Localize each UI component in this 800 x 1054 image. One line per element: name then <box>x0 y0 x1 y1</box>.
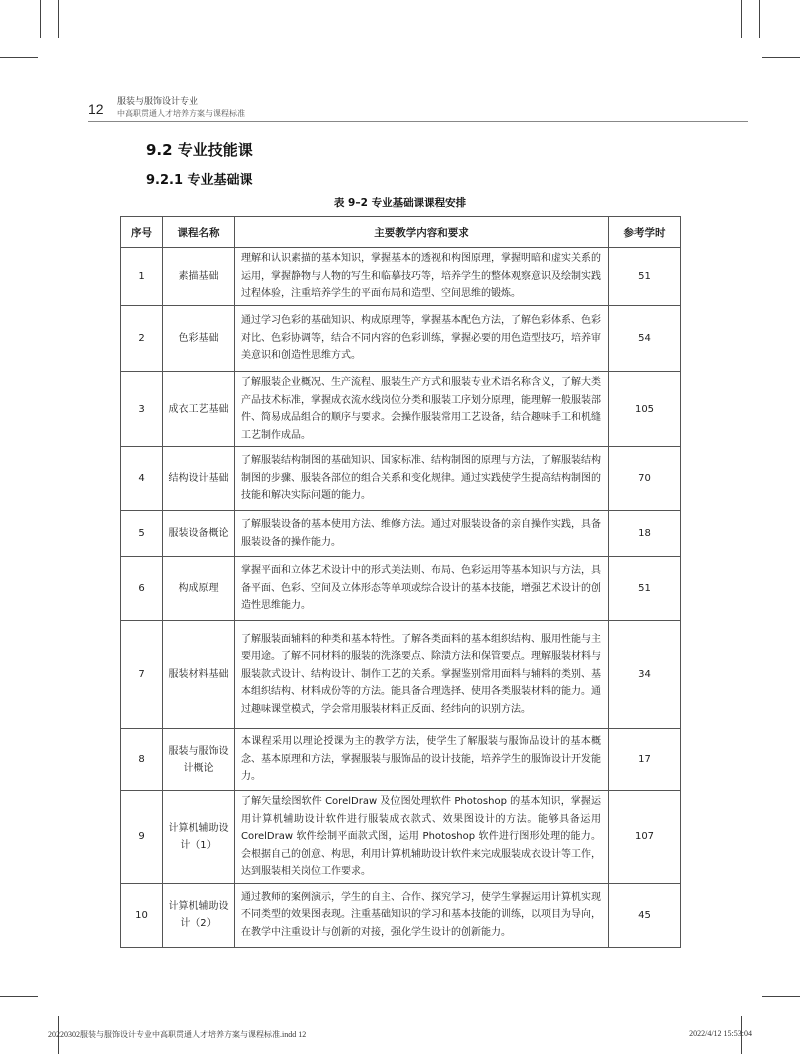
course-hours: 51 <box>609 557 681 621</box>
table-row <box>121 729 681 791</box>
table-row <box>121 791 681 884</box>
course-content: 掌握平面和立体艺术设计中的形式美法则、布局、色彩运用等基本知识与方法，具备平面、色彩、空间及立体形态等单项或综合设计的基本技能，增强艺术设计的创造性思维能力。 <box>235 557 609 621</box>
course-content: 了解矢量绘图软件 CorelDraw 及位图处理软件 Photoshop 的基本知识，掌握运用计算机辅助设计软件进行服装成衣款式、效果图设计的方法。能够具备运用 CorelDraw 软件绘制平面款式图，运用 Photoshop 软件进行图形处理的能力。会根据自己的创意、构思，利用计算机辅助设计软件来完成服装成衣设计等工作，达到服装相关岗位工作要求。 <box>235 791 609 884</box>
column-header-name: 课程名称 <box>163 217 235 248</box>
course-content: 了解服装设备的基本使用方法、维修方法。通过对服装设备的亲自操作实践，具备服装设备的操作能力。 <box>235 511 609 557</box>
course-name: 服装设备概论 <box>163 511 235 557</box>
column-header-hours: 参考学时 <box>609 217 681 248</box>
course-content: 了解服装面辅料的种类和基本特性。了解各类面料的基本组织结构、服用性能与主要用途。了解不同材料的服装的洗涤要点、除渍方法和保管要点。理解服装材料与服装款式设计、结构设计、制作工艺的关系。掌握鉴别常用面料与辅料的类别、基本组织结构、材料成份等的方法。能具备合理选择、使用各类服装材料的能力。通过趣味课堂模式，学会常用服装材料正反面、经纬向的识别方法。 <box>235 621 609 729</box>
course-hours: 34 <box>609 621 681 729</box>
course-content: 本课程采用以理论授课为主的教学方法，使学生了解服装与服饰品设计的基本概念、基本原理和方法，掌握服装与服饰品的设计技能，培养学生的服饰设计开发能力。 <box>235 729 609 791</box>
crop-mark <box>58 0 59 38</box>
course-name: 构成原理 <box>163 557 235 621</box>
table-row <box>121 883 681 947</box>
course-hours: 105 <box>609 372 681 447</box>
footer-file-info: 20220302服装与服饰设计专业中高职贯通人才培养方案与课程标准.indd 12 <box>48 1030 307 1039</box>
course-hours: 107 <box>609 791 681 884</box>
running-header-title: 服装与服饰设计专业 <box>117 97 199 107</box>
course-hours: 18 <box>609 511 681 557</box>
table-header-row <box>121 217 681 248</box>
course-name: 计算机辅助设计（2） <box>163 883 235 947</box>
footer-timestamp: 2022/4/12 15:53:04 <box>689 1029 752 1038</box>
crop-mark <box>0 57 38 58</box>
course-hours: 54 <box>609 306 681 372</box>
table-row <box>121 372 681 447</box>
course-hours: 70 <box>609 447 681 511</box>
table-row <box>121 511 681 557</box>
course-hours: 51 <box>609 248 681 306</box>
header-rule <box>88 121 748 122</box>
table-row <box>121 621 681 729</box>
row-number: 5 <box>121 511 163 557</box>
course-content: 了解服装结构制图的基础知识、国家标准、结构制图的原理与方法，了解服装结构制图的步骤、服装各部位的组合关系和变化规律。通过实践使学生提高结构制图的技能和解决实际问题的能力。 <box>235 447 609 511</box>
row-number: 3 <box>121 372 163 447</box>
course-table <box>120 216 681 948</box>
course-content: 了解服装企业概况、生产流程、服装生产方式和服装专业术语名称含义，了解大类产品技术标准，掌握成衣流水线岗位分类和服装工序划分原理，能理解一般服装部件、简易成品组合的顺序与要求。会操作服装常用工艺设备，结合趣味手工和机缝工艺制作成品。 <box>235 372 609 447</box>
table-row <box>121 447 681 511</box>
course-name: 计算机辅助设计（1） <box>163 791 235 884</box>
course-name: 服装与服饰设计概论 <box>163 729 235 791</box>
course-content: 通过学习色彩的基础知识、构成原理等，掌握基本配色方法，了解色彩体系、色彩对比、色彩协调等，结合不同内容的色彩训练，掌握必要的用色造型技巧，培养审美意识和创造性思维方式。 <box>235 306 609 372</box>
table-row <box>121 248 681 306</box>
crop-mark <box>762 996 800 997</box>
column-header-content: 主要教学内容和要求 <box>235 217 609 248</box>
course-name: 成衣工艺基础 <box>163 372 235 447</box>
course-hours: 17 <box>609 729 681 791</box>
row-number: 6 <box>121 557 163 621</box>
course-name: 素描基础 <box>163 248 235 306</box>
table-caption: 表 9–2 专业基础课课程安排 <box>333 197 467 209</box>
crop-mark <box>762 57 800 58</box>
course-content: 理解和认识素描的基本知识，掌握基本的透视和构图原理，掌握明暗和虚实关系的运用，掌握静物与人物的写生和临摹技巧等，培养学生的整体观察意识及绘制实践过程体验，注重培养学生的平面布局和造型、空间思维的锻炼。 <box>235 248 609 306</box>
section-heading: 9.2 专业技能课 <box>146 141 253 159</box>
row-number: 4 <box>121 447 163 511</box>
course-name: 结构设计基础 <box>163 447 235 511</box>
row-number: 8 <box>121 729 163 791</box>
row-number: 7 <box>121 621 163 729</box>
crop-mark <box>759 0 760 38</box>
course-name: 色彩基础 <box>163 306 235 372</box>
column-header-no: 序号 <box>121 217 163 248</box>
row-number: 2 <box>121 306 163 372</box>
crop-mark <box>0 996 38 997</box>
running-header-subtitle: 中高职贯通人才培养方案与课程标准 <box>117 109 245 118</box>
course-hours: 45 <box>609 883 681 947</box>
subsection-heading: 9.2.1 专业基础课 <box>146 173 253 188</box>
row-number: 1 <box>121 248 163 306</box>
table-row <box>121 306 681 372</box>
course-name: 服装材料基础 <box>163 621 235 729</box>
row-number: 10 <box>121 883 163 947</box>
crop-mark <box>40 0 41 38</box>
table-row <box>121 557 681 621</box>
page-number: 12 <box>88 101 104 117</box>
row-number: 9 <box>121 791 163 884</box>
course-content: 通过教师的案例演示，学生的自主、合作、探究学习，使学生掌握运用计算机实现不同类型的效果图表现。注重基础知识的学习和基本技能的训练，以项目为导向，在教学中注重设计与创新的对接，强化学生设计的创新能力。 <box>235 883 609 947</box>
crop-mark <box>741 0 742 38</box>
